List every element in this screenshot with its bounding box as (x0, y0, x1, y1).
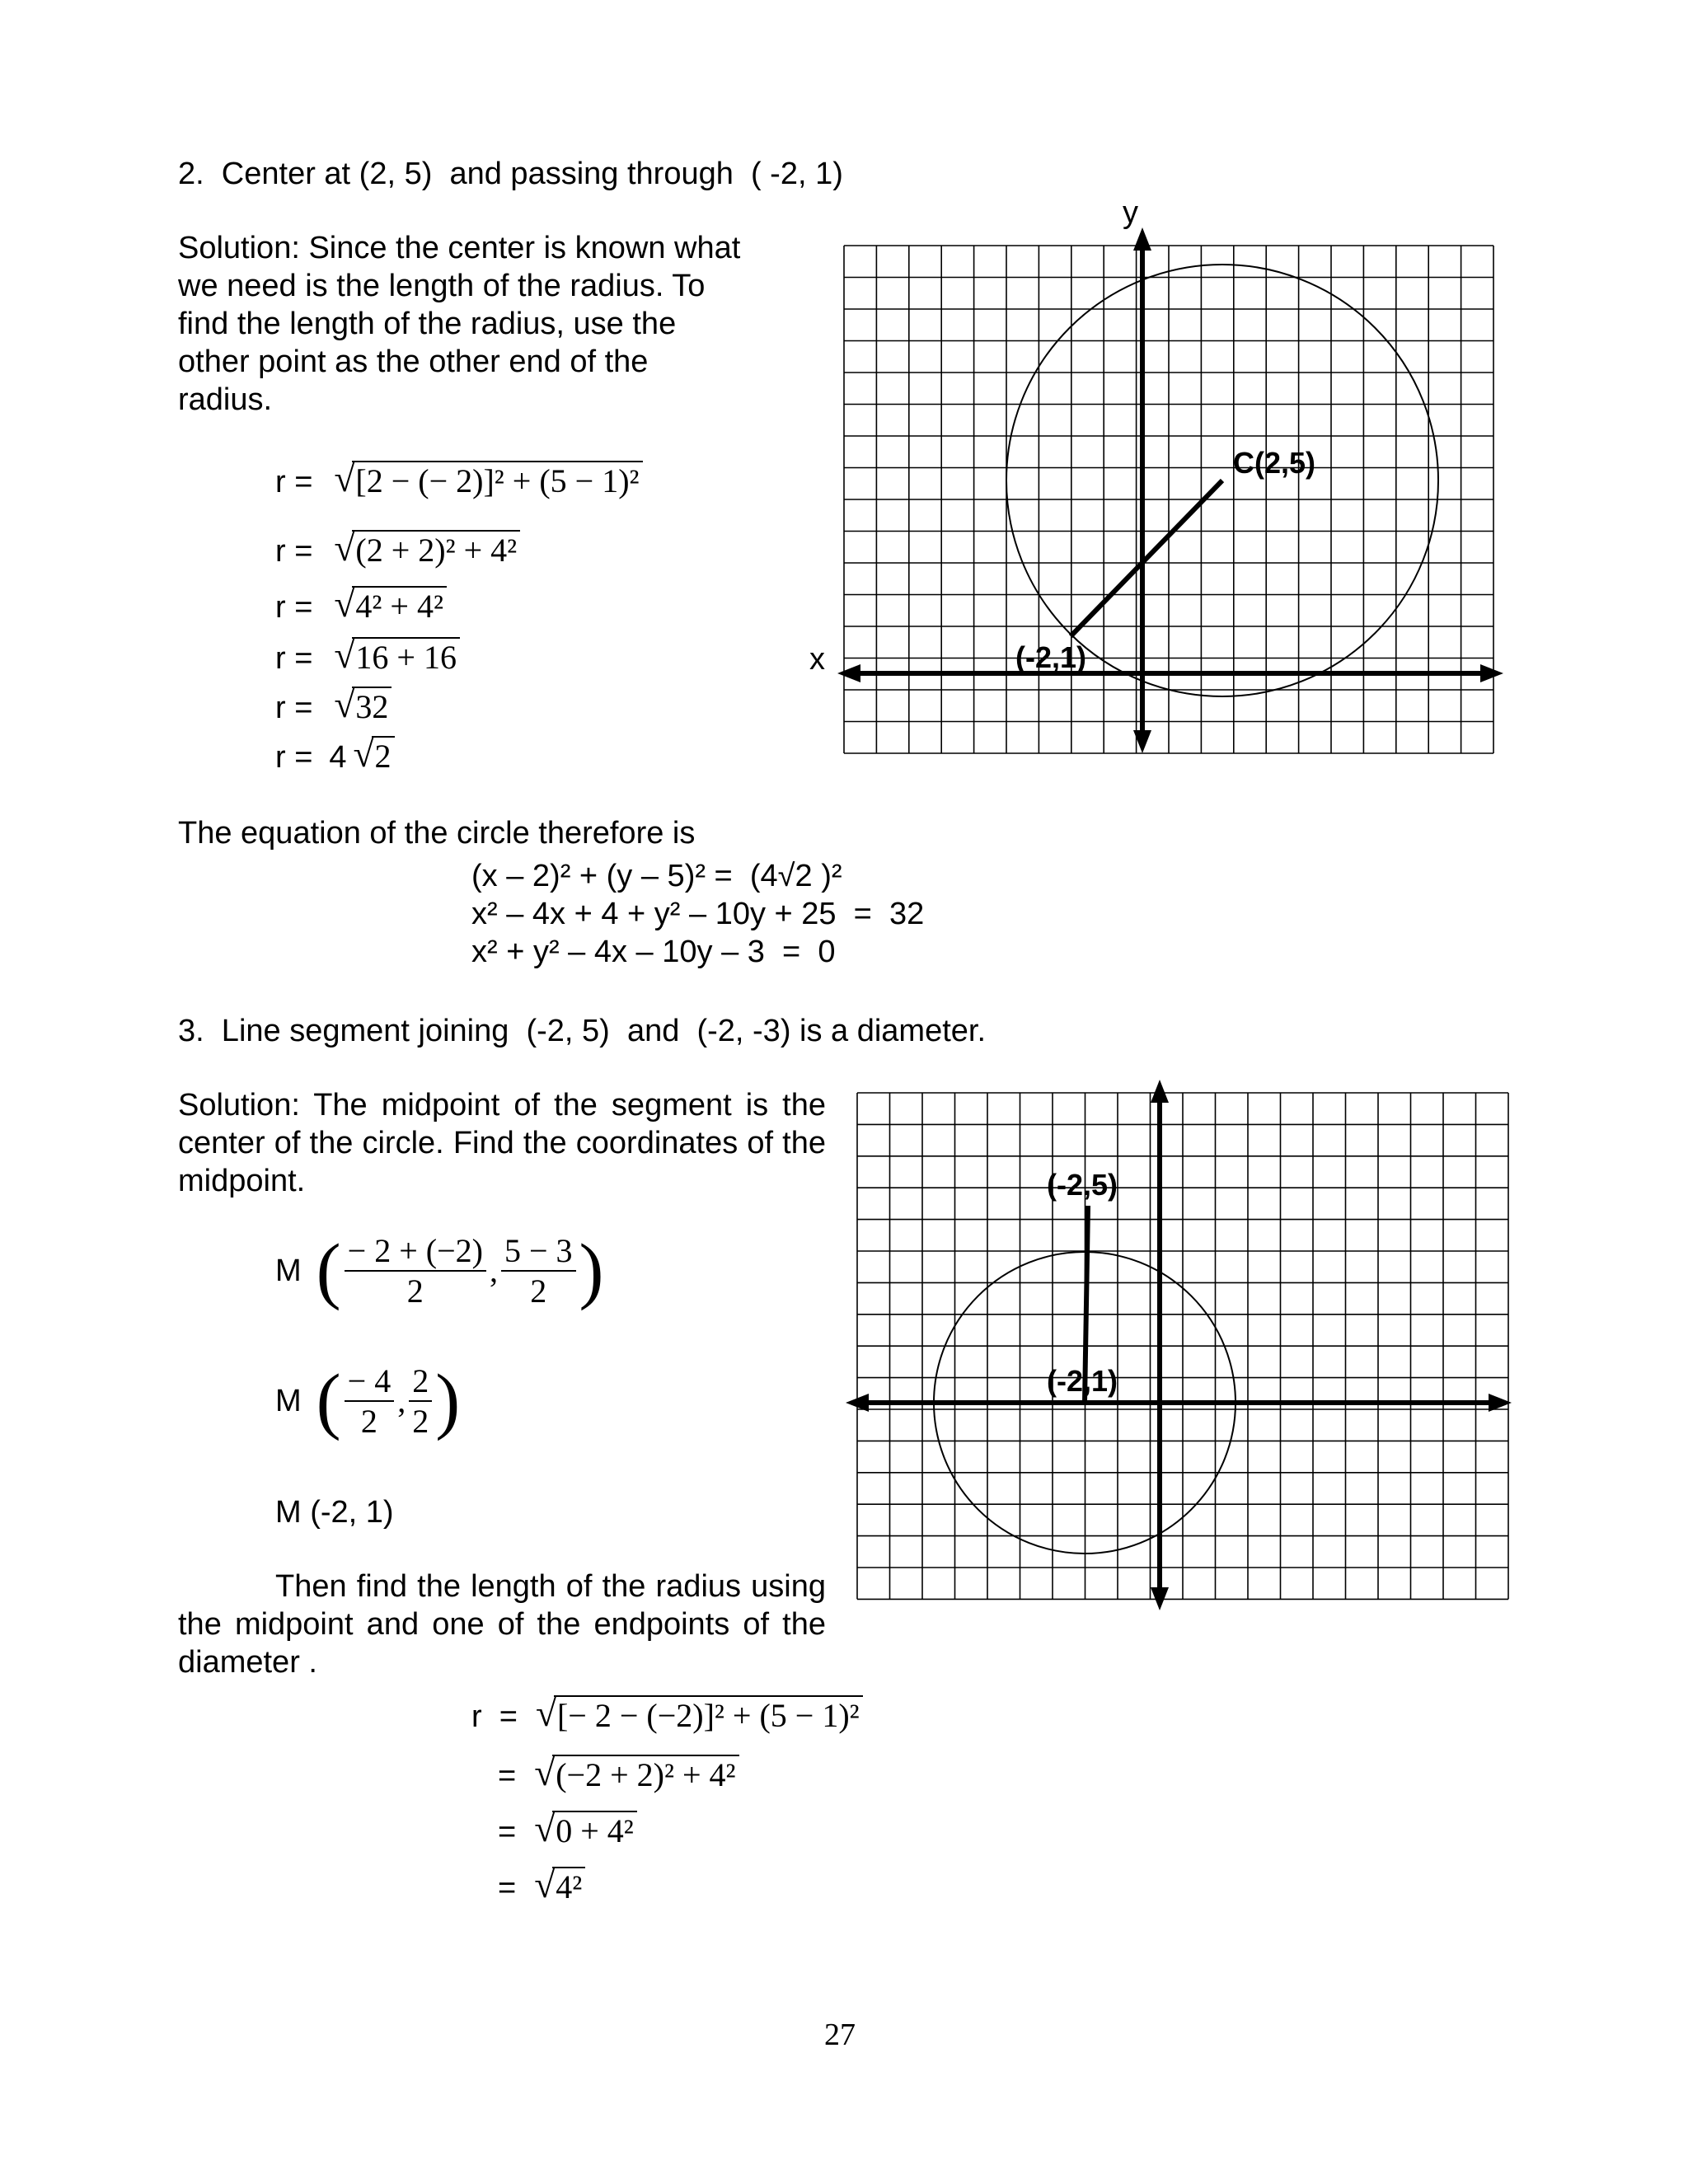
radicand: (2 + 2)² + 4² (352, 530, 520, 569)
equation-line-1: (x – 2)² + (y – 5)² = (4√2 )² (471, 859, 842, 893)
midpoint-result: M (-2, 1) (275, 1495, 394, 1530)
fraction-y (409, 1361, 432, 1441)
step-lhs: r = (275, 590, 313, 625)
denominator: 2 (360, 1402, 377, 1440)
denominator: 2 (412, 1402, 429, 1440)
radical-expression: √ [− 2 − (−2)]² + (5 − 1)² (536, 1696, 863, 1735)
step-lhs: r = (275, 465, 313, 499)
step-lhs: = (498, 1871, 517, 1905)
problem3-then-text: Then find the length of the radius using the midpoint and one of the endpoints of the diameter . (178, 1569, 826, 1680)
numerator: − 2 + (−2) (345, 1231, 486, 1272)
radicand: 0 + 4² (552, 1811, 637, 1849)
problem3-radius-step-2 (498, 1751, 739, 1795)
problem3-radius-step-4 (498, 1863, 585, 1907)
radicand: 32 (352, 687, 392, 725)
radicand: [− 2 − (−2)]² + (5 − 1)² (554, 1695, 863, 1734)
radicand: [2 − (− 2)]² + (5 − 1)² (352, 461, 642, 499)
grid-2 (857, 1093, 1508, 1599)
step-lhs: = (498, 1815, 517, 1849)
step-lhs: = (498, 1759, 517, 1793)
problem2-step-1 (275, 457, 643, 501)
step-coefficient: 4 (329, 740, 347, 775)
step-lhs: r = (275, 641, 313, 676)
midpoint-step-1: M ( $\frac{- 2 + (-2)}{2}$ , $\frac{5 - 3}{2}$ ) (275, 1230, 604, 1311)
problem2-step-3 (275, 583, 447, 626)
fraction-x (345, 1231, 486, 1310)
radical-expression: √ (−2 + 2)² + 4² (534, 1755, 738, 1794)
problem2-solution-text: Solution: Since the center is known what we need is the length of the radius. To find the length of the radius, use the other point as the other end of the radius. (178, 231, 741, 417)
problem3-radius-step-1 (471, 1692, 863, 1736)
problem2-step-6 (275, 733, 395, 776)
midpoint-label: M (275, 1383, 302, 1418)
step-lhs: r = (275, 691, 313, 725)
numerator: 5 − 3 (501, 1231, 576, 1272)
x-axis-left-arrow (837, 664, 860, 682)
center-point-label: (-2,1) (1047, 1364, 1118, 1398)
radius-segment (1071, 480, 1222, 636)
y-axis-up-arrow (1151, 1080, 1169, 1103)
numerator: 2 (409, 1361, 432, 1402)
problem2-step-4 (275, 634, 460, 677)
radical-expression: √ 0 + 4² (534, 1811, 637, 1850)
equation-line-2: x² – 4x + 4 + y² – 10y + 25 = 32 (471, 897, 925, 931)
radicand: 16 + 16 (352, 637, 460, 676)
denominator: 2 (406, 1272, 424, 1310)
radical-expression: √ 2 (354, 737, 395, 776)
point-label: (-2,1) (1015, 640, 1087, 674)
step-lhs: r = (471, 1699, 518, 1734)
midpoint-label: M (275, 1253, 302, 1288)
radical-expression: √ [2 − (− 2)]² + (5 − 1)² (334, 462, 642, 500)
radical-expression: √ (2 + 2)² + 4² (334, 531, 520, 569)
radicand: 4² (552, 1867, 585, 1905)
problem2-heading: 2. Center at (2, 5) and passing through ( -2, 1) (178, 157, 843, 191)
problem2-step-2 (275, 527, 520, 570)
problem3-solution-text: Solution: The midpoint of the segment is the center of the circle. Find the coordinates of the midpoint. (178, 1088, 826, 1198)
denominator: 2 (530, 1272, 547, 1310)
fraction-y (501, 1231, 576, 1310)
grid-1 (844, 246, 1493, 753)
problem3-graph (824, 1071, 1533, 1632)
page-number: 27 (824, 2018, 856, 2052)
step-lhs: r = (275, 740, 313, 775)
midpoint-step-2: M ( $\frac{- 4}{2}$ , $\frac{2}{2}$ ) (275, 1360, 461, 1441)
x-axis-label: x (809, 642, 825, 677)
equation-line-3: x² + y² – 4x – 10y – 3 = 0 (471, 935, 836, 969)
problem2-step-5 (275, 683, 392, 727)
radical-expression: √ 16 + 16 (334, 638, 460, 677)
step-lhs: r = (275, 534, 313, 569)
problem3-heading: 3. Line segment joining (-2, 5) and (-2, -3) is a diameter. (178, 1014, 987, 1048)
radical-expression: √ 4² + 4² (334, 587, 447, 626)
center-label: C(2,5) (1233, 446, 1316, 480)
y-axis-label: y (1123, 195, 1138, 230)
problem2-graph (791, 190, 1517, 766)
radical-expression: √ 4² (534, 1868, 585, 1906)
numerator: − 4 (345, 1361, 395, 1402)
radicand: (−2 + 2)² + 4² (552, 1755, 738, 1793)
y-axis-up-arrow (1133, 227, 1151, 251)
radicand: 2 (372, 736, 395, 775)
top-point-label: (-2,5) (1047, 1168, 1118, 1202)
radical-expression: √ 32 (334, 687, 392, 726)
equation-intro: The equation of the circle therefore is (178, 816, 696, 851)
problem3-radius-step-3 (498, 1807, 637, 1851)
fraction-x (345, 1361, 395, 1441)
radicand: 4² + 4² (352, 586, 447, 625)
x-axis-right-arrow (1480, 664, 1503, 682)
